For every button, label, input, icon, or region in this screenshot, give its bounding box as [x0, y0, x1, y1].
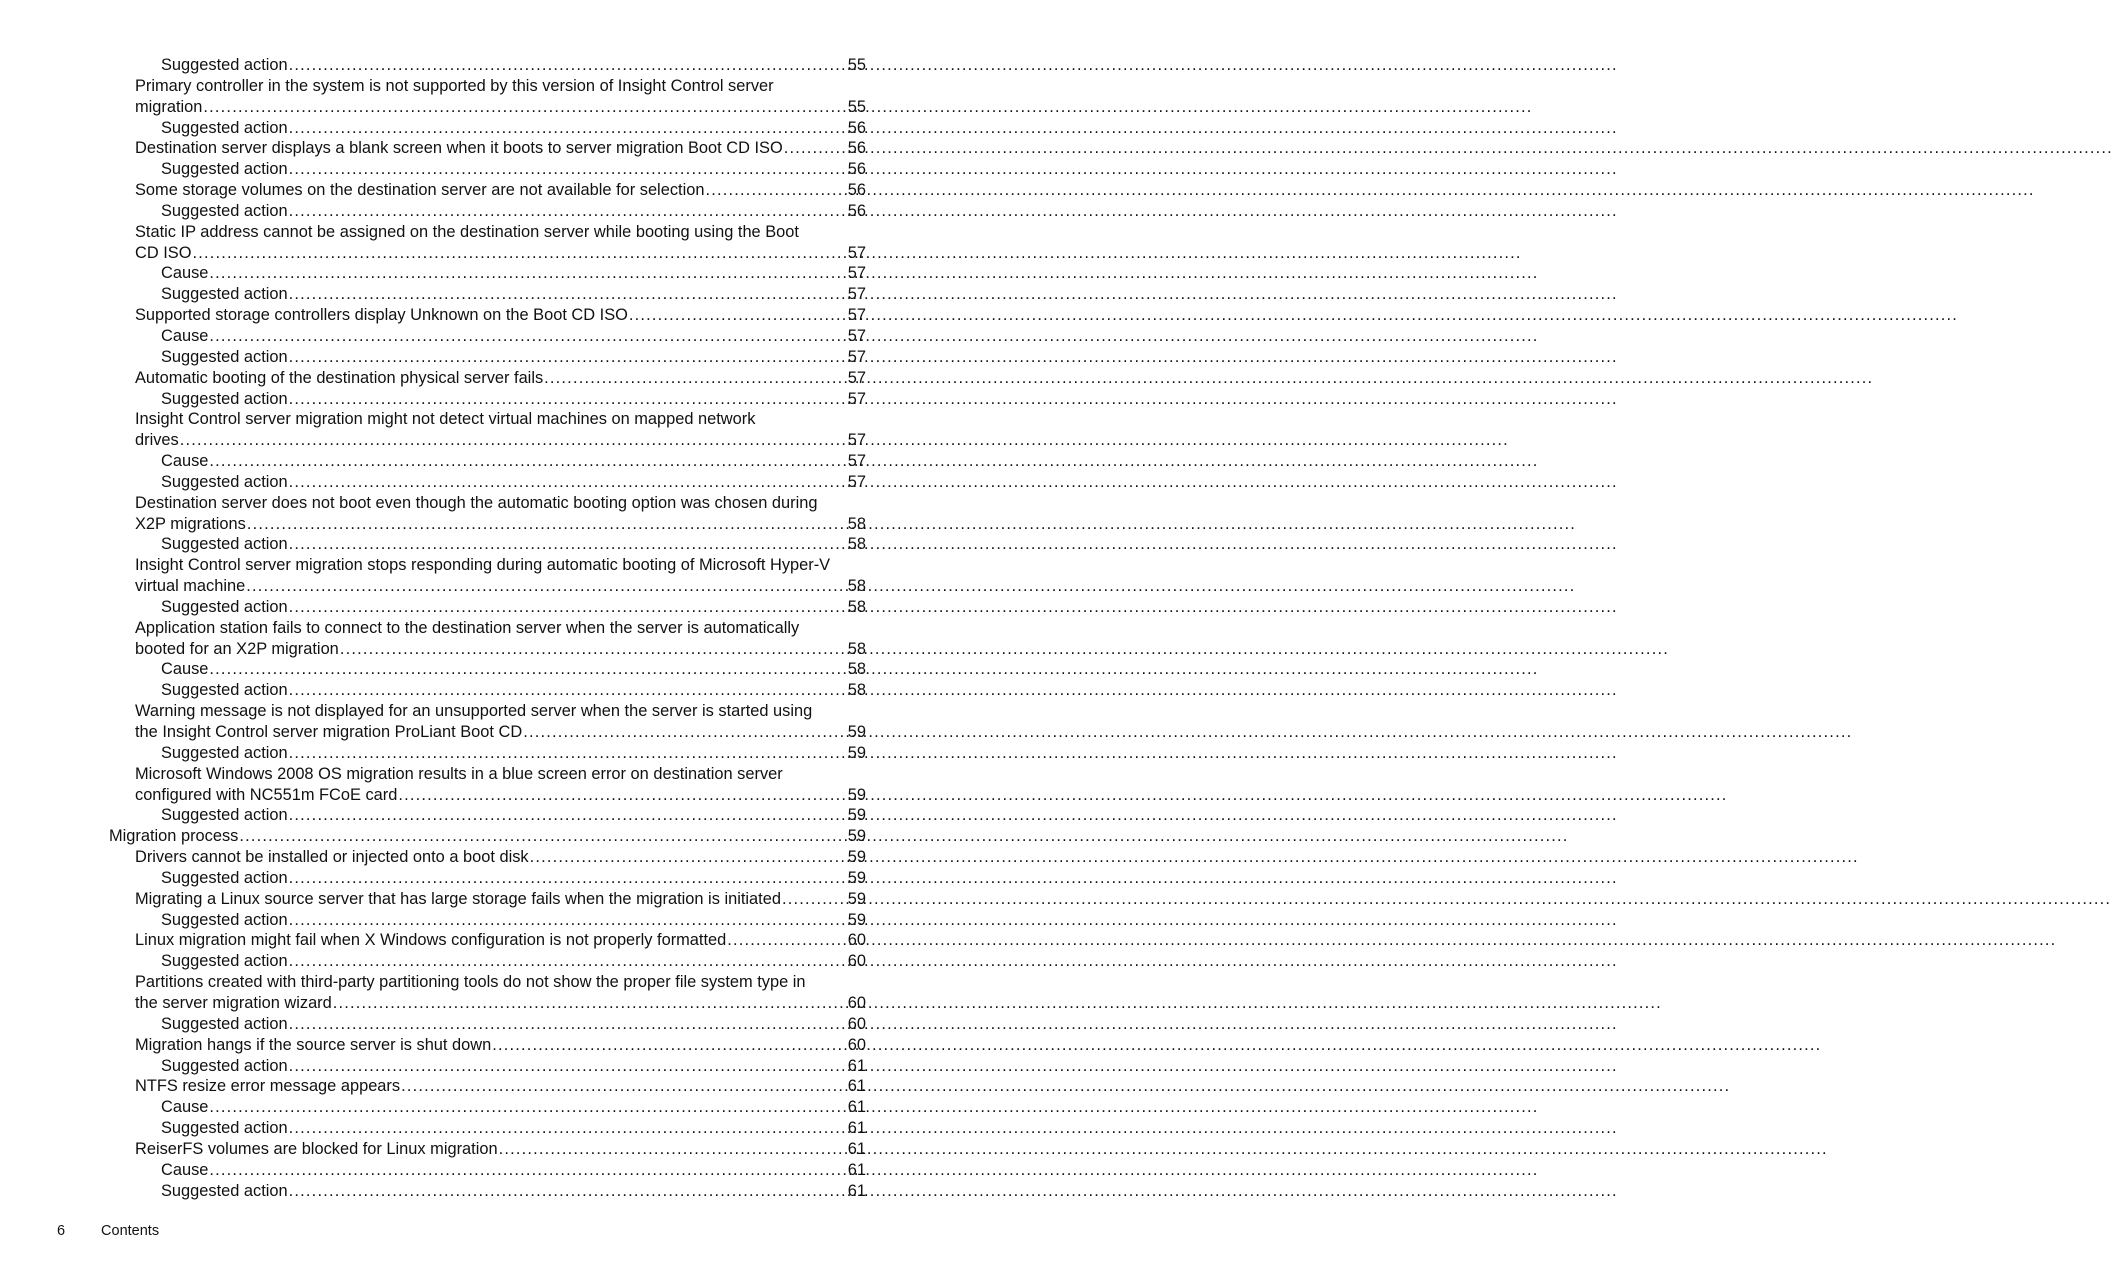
toc-entry-title: Suggested action	[161, 910, 288, 929]
toc-entry[interactable]	[161, 951, 866, 972]
toc-entry[interactable]	[161, 1014, 866, 1035]
toc-entry-page-number: 57	[847, 243, 866, 262]
dot-leader	[246, 576, 847, 597]
toc-entry-title: migration	[135, 97, 203, 116]
toc-entry[interactable]	[161, 1097, 866, 1118]
toc-entry-page-number: 61	[847, 1119, 866, 1138]
toc-entry[interactable]	[135, 972, 866, 1014]
toc-entry-title: Suggested action	[161, 597, 288, 616]
toc-entry[interactable]	[161, 118, 866, 139]
dot-leader	[289, 55, 847, 76]
toc-entry-title: Cause	[161, 1098, 209, 1117]
toc-entry-page-number: 61	[847, 1056, 866, 1075]
toc-entry-title: drives	[135, 431, 179, 450]
toc-entry-title: CD ISO	[135, 243, 192, 262]
toc-entry-page-number: 58	[847, 597, 866, 616]
toc-entry-title-line: Application station fails to connect to the destination server when the server is automatically	[135, 618, 800, 637]
dot-leader	[340, 639, 847, 660]
toc-entry[interactable]	[161, 680, 866, 701]
dot-leader	[289, 743, 847, 764]
toc-entry-title-line: Insight Control server migration might not detect virtual machines on mapped network	[135, 410, 756, 429]
dot-leader	[289, 201, 847, 222]
toc-entry-title: Linux migration might fail when X Windows configuration is not properly formatted	[135, 931, 727, 950]
toc-entry-page-number: 59	[847, 806, 866, 825]
toc-entry-page-number: 60	[847, 1035, 866, 1054]
dot-leader	[289, 1014, 847, 1035]
toc-entry[interactable]	[161, 472, 866, 493]
toc-entry-page-number: 55	[847, 56, 866, 74]
toc-entry-title: Suggested action	[161, 535, 288, 554]
toc-entry-title: Suggested action	[161, 806, 288, 825]
toc-entry-page-number: 61	[847, 1098, 866, 1117]
toc-entry-title: Migrating a Linux source server that has large storage fails when the migration is initiated	[135, 889, 781, 908]
dot-leader	[727, 930, 847, 951]
toc-entry-title-line: Partitions created with third-party partitioning tools do not show the proper file system type in	[135, 973, 806, 992]
dot-leader	[544, 368, 847, 389]
toc-entry-title: the server migration wizard	[135, 993, 332, 1012]
toc-entry-page-number: 57	[847, 264, 866, 283]
dot-leader	[289, 1056, 847, 1077]
toc-entry-page-number: 57	[847, 368, 866, 387]
toc-entry[interactable]	[161, 910, 866, 931]
toc-entry[interactable]	[135, 1076, 866, 1097]
toc-entry-page-number: 59	[847, 723, 866, 741]
page-footer	[57, 1223, 159, 1239]
toc-entry-title: Suggested action	[161, 160, 288, 179]
dot-leader	[209, 1160, 846, 1181]
toc-entry[interactable]	[135, 618, 866, 660]
dot-leader	[289, 1181, 847, 1202]
toc-entry[interactable]	[161, 326, 866, 347]
toc-entry-page-number: 57	[847, 389, 866, 408]
toc-entry-title: Suggested action	[161, 56, 288, 74]
toc-entry-page-number: 57	[847, 347, 866, 366]
toc-entry-title: Suggested action	[161, 952, 288, 971]
toc-entry-page-number: 61	[847, 1160, 866, 1179]
toc-entry-page-number: 59	[847, 868, 866, 887]
toc-entry-page-number: 58	[847, 639, 866, 658]
toc-entry-page-number: 57	[847, 452, 866, 471]
toc-entry-title: Cause	[161, 326, 209, 345]
dot-leader	[398, 785, 846, 806]
toc-entry-page-number: 59	[847, 848, 866, 867]
dot-leader	[333, 993, 847, 1014]
dot-leader	[209, 1097, 846, 1118]
toc-entry[interactable]	[161, 534, 866, 555]
toc-entry-title: configured with NC551m FCoE card	[135, 785, 398, 804]
toc-entry[interactable]	[135, 555, 866, 597]
toc-entry-title: Some storage volumes on the destination server are not available for selection	[135, 181, 705, 200]
dot-leader	[209, 659, 846, 680]
footer-section-title: Contents	[101, 1223, 160, 1239]
toc-entry[interactable]	[135, 930, 866, 951]
table-of-contents	[0, 55, 954, 1201]
dot-leader	[784, 138, 847, 159]
dot-leader	[239, 826, 846, 847]
toc-entry-title: Suggested action	[161, 1056, 288, 1075]
toc-entry[interactable]	[161, 805, 866, 826]
toc-entry-page-number: 55	[847, 97, 866, 116]
toc-entry-title: Suggested action	[161, 285, 288, 304]
dot-leader	[782, 889, 847, 910]
toc-entry-title: Destination server displays a blank screen when it boots to server migration Boot CD ISO	[135, 139, 783, 158]
dot-leader	[492, 1035, 847, 1056]
toc-entry-page-number: 58	[847, 535, 866, 554]
toc-entry-title: Suggested action	[161, 472, 288, 491]
toc-entry-title: Suggested action	[161, 347, 288, 366]
dot-leader	[523, 722, 847, 743]
dot-leader	[289, 534, 847, 555]
dot-leader	[289, 910, 847, 931]
toc-entry[interactable]	[161, 55, 866, 76]
toc-entry-title: Suggested action	[161, 201, 288, 220]
toc-entry-page-number: 56	[847, 118, 866, 137]
toc-entry-page-number: 61	[847, 1139, 866, 1158]
toc-entry-page-number: 57	[847, 306, 866, 325]
toc-entry-page-number: 56	[847, 139, 866, 158]
toc-entry[interactable]	[161, 868, 866, 889]
toc-entry[interactable]	[135, 138, 866, 159]
toc-entry-page-number: 59	[847, 785, 866, 804]
toc-entry-title: Cause	[161, 1160, 209, 1179]
toc-entry[interactable]	[161, 284, 866, 305]
toc-entry[interactable]	[109, 826, 866, 847]
toc-entry-title: virtual machine	[135, 577, 246, 596]
toc-entry[interactable]	[161, 389, 866, 410]
toc-entry-page-number: 59	[847, 743, 866, 762]
dot-leader	[209, 263, 846, 284]
dot-leader	[289, 389, 847, 410]
toc-entry-title: Drivers cannot be installed or injected onto a boot disk	[135, 848, 529, 867]
toc-entry[interactable]	[161, 347, 866, 368]
toc-entry-page-number: 56	[847, 201, 866, 220]
toc-entry-title-line: Warning message is not displayed for an unsupported server when the server is started using	[135, 702, 813, 721]
toc-entry[interactable]	[161, 201, 866, 222]
dot-leader	[705, 180, 846, 201]
toc-entry[interactable]	[161, 1118, 866, 1139]
toc-entry-page-number: 60	[847, 952, 866, 971]
toc-entry-page-number: 60	[847, 1014, 866, 1033]
dot-leader	[203, 97, 846, 118]
toc-entry-page-number: 56	[847, 160, 866, 179]
toc-entry-title: Migration process	[109, 827, 239, 846]
toc-entry[interactable]	[161, 1056, 866, 1077]
dot-leader	[289, 284, 847, 305]
toc-entry-title-line: Primary controller in the system is not supported by this version of Insight Control server	[135, 76, 774, 95]
toc-entry[interactable]	[135, 1035, 866, 1056]
toc-entry[interactable]	[135, 1139, 866, 1160]
toc-entry-title: X2P migrations	[135, 514, 246, 533]
toc-entry-title: Suggested action	[161, 1181, 288, 1200]
dot-leader	[289, 118, 847, 139]
toc-entry[interactable]	[135, 493, 866, 535]
dot-leader	[289, 597, 847, 618]
toc-entry[interactable]	[135, 368, 866, 389]
toc-entry-title: Suggested action	[161, 743, 288, 762]
dot-leader	[289, 680, 847, 701]
toc-entry[interactable]	[135, 222, 866, 264]
toc-entry-title: ReiserFS volumes are blocked for Linux migration	[135, 1139, 498, 1158]
toc-entry-title: Suggested action	[161, 118, 288, 137]
toc-entry-page-number: 61	[847, 1077, 866, 1096]
toc-entry[interactable]	[135, 764, 866, 806]
toc-entry[interactable]	[161, 743, 866, 764]
toc-entry[interactable]	[161, 451, 866, 472]
toc-entry-title: Supported storage controllers display Unknown on the Boot CD ISO	[135, 306, 628, 325]
dot-leader	[289, 472, 847, 493]
toc-entry[interactable]	[161, 263, 866, 284]
toc-entry-title: Migration hangs if the source server is shut down	[135, 1035, 492, 1054]
toc-entry-title: NTFS resize error message appears	[135, 1077, 401, 1096]
toc-entry-title: Suggested action	[161, 681, 288, 700]
dot-leader	[499, 1139, 847, 1160]
toc-entry-page-number: 58	[847, 577, 866, 596]
dot-leader	[401, 1076, 847, 1097]
toc-entry[interactable]	[161, 1160, 866, 1181]
toc-entry-page-number: 57	[847, 431, 866, 450]
toc-entry-title-line: Insight Control server migration stops responding during automatic booting of Microsoft Hyper-V	[135, 556, 831, 575]
toc-entry[interactable]	[161, 1181, 866, 1202]
toc-entry[interactable]	[161, 659, 866, 680]
toc-entry-title: Cause	[161, 264, 209, 283]
toc-entry-page-number: 61	[847, 1181, 866, 1200]
footer-page-number: 6	[57, 1223, 66, 1239]
dot-leader	[629, 305, 847, 326]
toc-entry-title: the Insight Control server migration ProLiant Boot CD	[135, 723, 523, 741]
toc-entry-title: Suggested action	[161, 389, 288, 408]
dot-leader	[289, 159, 847, 180]
toc-entry-page-number: 56	[847, 181, 866, 200]
toc-entry[interactable]	[135, 76, 866, 118]
dot-leader	[289, 951, 847, 972]
toc-entry-page-number: 59	[847, 889, 866, 908]
toc-entry-title: Suggested action	[161, 868, 288, 887]
dot-leader	[247, 514, 847, 535]
toc-entry[interactable]	[135, 409, 866, 451]
toc-entry-title-line: Destination server does not boot even though the automatic booting option was chosen during	[135, 493, 818, 512]
toc-entry-title-line: Microsoft Windows 2008 OS migration results in a blue screen error on destination server	[135, 764, 783, 783]
dot-leader	[289, 1118, 847, 1139]
toc-entry-page-number: 58	[847, 514, 866, 533]
toc-entry-title: Suggested action	[161, 1119, 288, 1138]
toc-entry-page-number: 57	[847, 472, 866, 491]
toc-entry-title: Cause	[161, 660, 209, 679]
toc-entry-page-number: 58	[847, 681, 866, 700]
toc-entry-page-number: 60	[847, 993, 866, 1012]
dot-leader	[192, 243, 846, 264]
toc-entry-page-number: 60	[847, 931, 866, 950]
toc-entry[interactable]	[135, 701, 866, 743]
dot-leader	[209, 451, 846, 472]
toc-entry-title: booted for an X2P migration	[135, 639, 339, 658]
dot-leader	[289, 347, 847, 368]
toc-entry-page-number: 58	[847, 660, 866, 679]
toc-entry-page-number: 59	[847, 910, 866, 929]
toc-entry-title: Cause	[161, 452, 209, 471]
toc-entry[interactable]	[135, 847, 866, 868]
toc-entry-page-number: 57	[847, 285, 866, 304]
toc-entry-title: Suggested action	[161, 1014, 288, 1033]
toc-entry-page-number: 57	[847, 326, 866, 345]
toc-entry-title-line: Static IP address cannot be assigned on the destination server while booting using the Boot	[135, 222, 799, 241]
toc-entry[interactable]	[135, 889, 866, 910]
toc-entry[interactable]	[161, 159, 866, 180]
dot-leader	[180, 430, 847, 451]
dot-leader	[530, 847, 847, 868]
dot-leader	[289, 805, 847, 826]
toc-entry-title: Automatic booting of the destination physical server fails	[135, 368, 544, 387]
toc-entry[interactable]	[161, 597, 866, 618]
dot-leader	[289, 868, 847, 889]
dot-leader	[209, 326, 846, 347]
toc-entry-page-number: 59	[847, 827, 866, 846]
toc-entry[interactable]	[135, 180, 866, 201]
toc-entry[interactable]	[135, 305, 866, 326]
